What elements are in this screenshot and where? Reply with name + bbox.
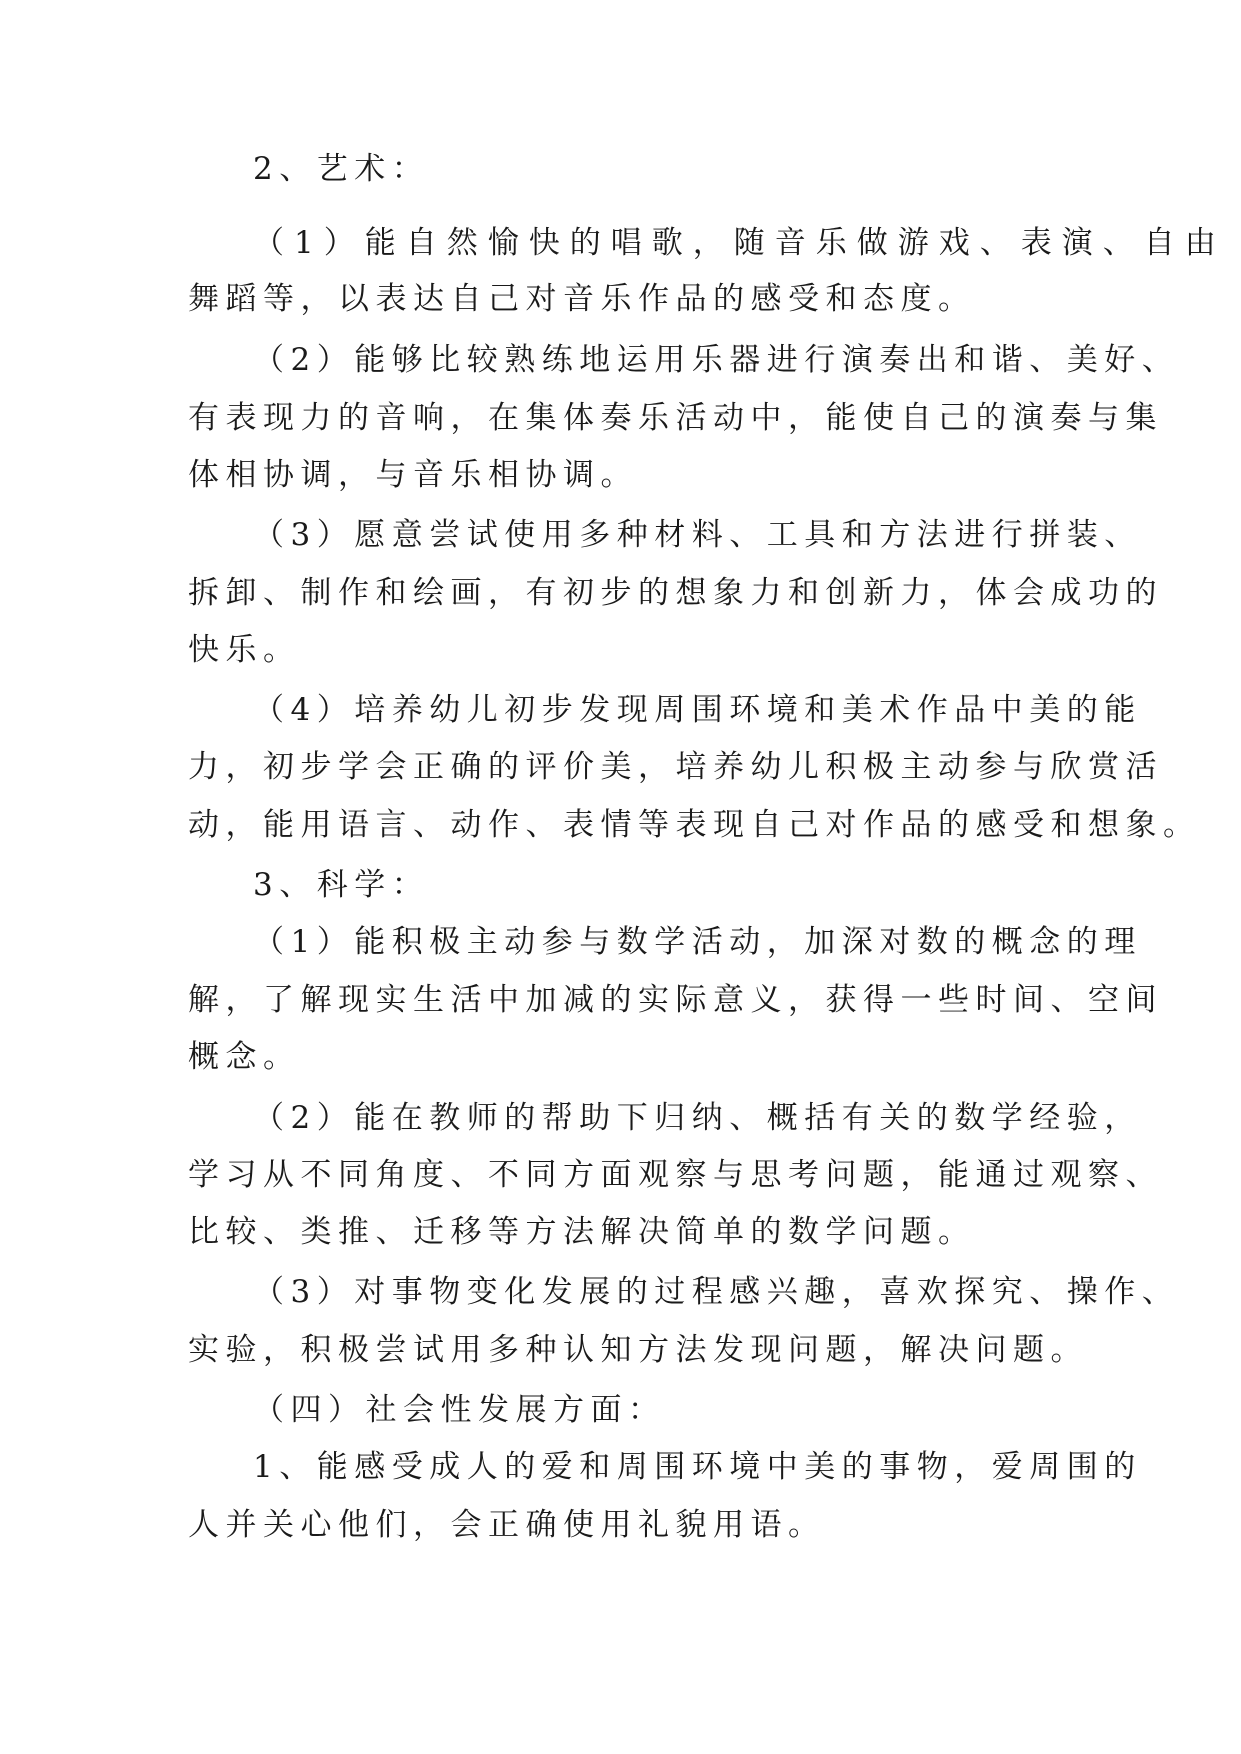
paragraph-line: 快乐。 [188, 632, 301, 668]
paragraph-line: 概念。 [188, 1039, 301, 1075]
paragraph-line: 1、能感受成人的爱和周围环境中美的事物，爱周围的 [253, 1449, 1142, 1485]
paragraph-line: （1）能积极主动参与数学活动，加深对数的概念的理 [253, 924, 1142, 960]
paragraph-line: 舞蹈等，以表达自己对音乐作品的感受和态度。 [188, 281, 976, 317]
paragraph-line: （3）愿意尝试使用多种材料、工具和方法进行拼装、 [253, 517, 1142, 553]
paragraph-line: 力，初步学会正确的评价美，培养幼儿积极主动参与欣赏活 [188, 749, 1163, 785]
paragraph-line: 动，能用语言、动作、表情等表现自己对作品的感受和想象。 [188, 807, 1201, 843]
paragraph-line: 比较、类推、迁移等方法解决简单的数学问题。 [188, 1214, 976, 1250]
paragraph-line: （4）培养幼儿初步发现周围环境和美术作品中美的能 [253, 692, 1142, 728]
heading-science: 3、科学： [253, 867, 430, 903]
paragraph-line: 学习从不同角度、不同方面观察与思考问题，能通过观察、 [188, 1157, 1163, 1193]
paragraph-line: （3）对事物变化发展的过程感兴趣，喜欢探究、操作、 [253, 1274, 1180, 1310]
paragraph-line: 体相协调，与音乐相协调。 [188, 457, 638, 493]
paragraph-line: （2）能在教师的帮助下归纳、概括有关的数学经验， [253, 1100, 1142, 1136]
heading-social-development: （四）社会性发展方面： [253, 1392, 666, 1428]
paragraph-line: （2）能够比较熟练地运用乐器进行演奏出和谐、美好、 [253, 342, 1180, 378]
paragraph-line: 拆卸、制作和绘画，有初步的想象力和创新力，体会成功的 [188, 575, 1163, 611]
heading-art: 2、艺术： [253, 151, 430, 187]
paragraph-line: （1）能自然愉快的唱歌，随音乐做游戏、表演、自由 [253, 225, 1226, 261]
paragraph-line: 解，了解现实生活中加减的实际意义，获得一些时间、空间 [188, 982, 1163, 1018]
paragraph-line: 人并关心他们，会正确使用礼貌用语。 [188, 1507, 826, 1543]
paragraph-line: 实验，积极尝试用多种认知方法发现问题，解决问题。 [188, 1332, 1088, 1368]
paragraph-line: 有表现力的音响，在集体奏乐活动中，能使自己的演奏与集 [188, 400, 1163, 436]
